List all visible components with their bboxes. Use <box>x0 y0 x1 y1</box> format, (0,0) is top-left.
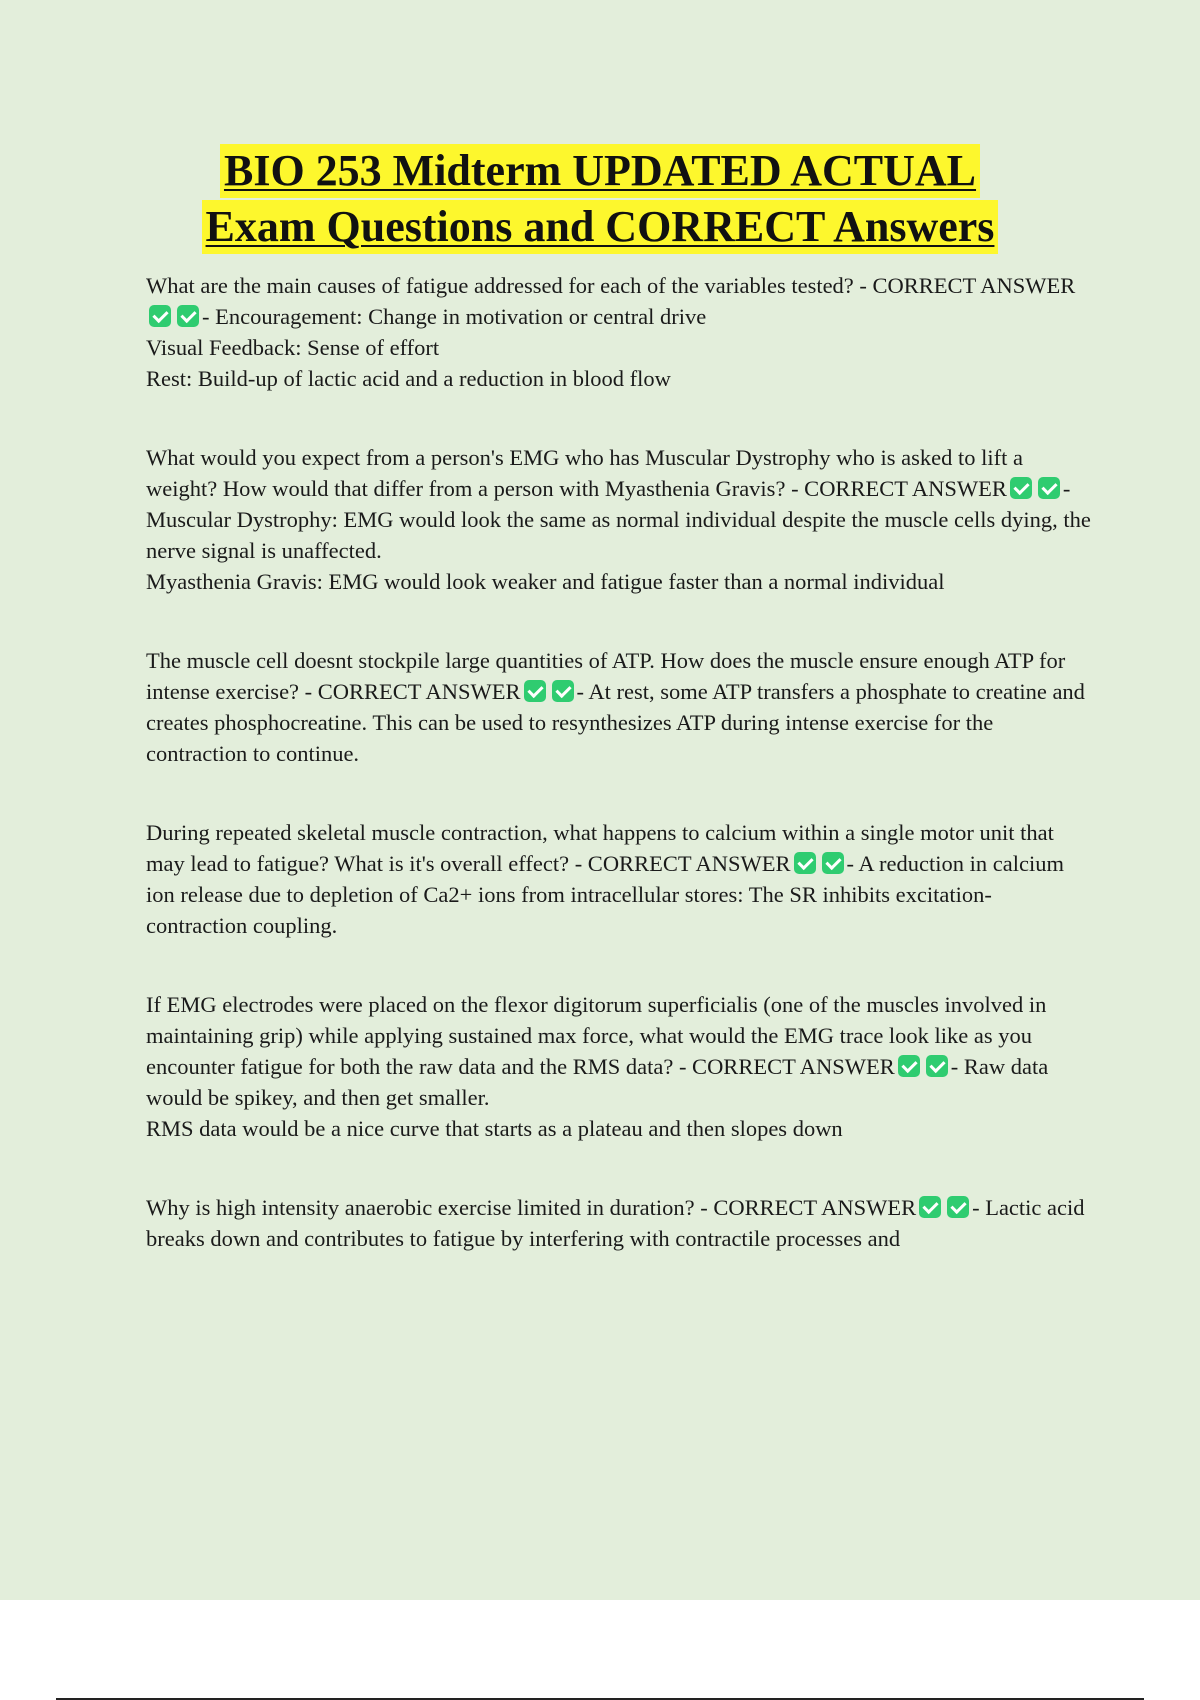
correct-answer-label: - CORRECT ANSWER <box>700 1195 917 1220</box>
answer-text: - Lactic acid breaks down and contributes to fatigue by interfering with contractile processes and <box>146 1195 1085 1251</box>
title-line-2: Exam Questions and CORRECT Answers <box>202 200 999 254</box>
correct-answer-label: - CORRECT ANSWER <box>791 476 1007 501</box>
qa-paragraph <box>146 270 1092 332</box>
check-mark-icon <box>794 852 816 874</box>
qa-item <box>146 270 1092 394</box>
answer-continuation: Visual Feedback: Sense of effort <box>146 335 440 360</box>
answer-continuation: RMS data would be a nice curve that starts as a plateau and then slopes down <box>146 1116 843 1141</box>
check-mark-icon <box>149 305 171 327</box>
answer-text: - At rest, some ATP transfers a phosphate to creatine and creates phosphocreatine. This can be used to resynthesizes ATP during intense exercise for the contraction to continue. <box>146 679 1085 766</box>
check-mark-icon <box>1038 477 1060 499</box>
question-text: What are the main causes of fatigue addressed for each of the variables tested? <box>146 273 854 298</box>
answer-text: - Muscular Dystrophy: EMG would look the same as normal individual despite the muscle cells dying, the nerve signal is unaffected. <box>146 476 1091 563</box>
answer-continuation: Myasthenia Gravis: EMG would look weaker and fatigue faster than a normal individual <box>146 569 945 594</box>
qa-item <box>146 442 1092 597</box>
qa-paragraph <box>146 645 1092 769</box>
qa-paragraph <box>146 1192 1092 1254</box>
qa-spacer <box>146 1144 1092 1192</box>
check-mark-icon <box>926 1055 948 1077</box>
qa-spacer <box>146 769 1092 817</box>
answer-text: - Raw data would be spikey, and then get smaller. <box>146 1054 1049 1110</box>
question-text: If EMG electrodes were placed on the flexor digitorum superficialis (one of the muscles involved in maintaining grip) while applying sustained max force, what would the EMG trace look like as you encounter fatigue for both the raw data and the RMS data? <box>146 992 1047 1079</box>
check-mark-icon <box>822 852 844 874</box>
question-text: Why is high intensity anaerobic exercise limited in duration? <box>146 1195 695 1220</box>
qa-spacer <box>146 597 1092 645</box>
qa-spacer <box>146 941 1092 989</box>
question-text: During repeated skeletal muscle contraction, what happens to calcium within a single motor unit that may lead to fatigue? What is it's overall effect? <box>146 820 1054 876</box>
document-title <box>0 144 1200 254</box>
check-mark-icon <box>898 1055 920 1077</box>
question-text: The muscle cell doesnt stockpile large quantities of ATP. How does the muscle ensure enough ATP for intense exercise? <box>146 648 1066 704</box>
title-line-1: BIO 253 Midterm UPDATED ACTUAL <box>220 144 980 198</box>
qa-item <box>146 1192 1092 1254</box>
check-mark-icon <box>919 1196 941 1218</box>
check-mark-icon <box>1010 477 1032 499</box>
check-mark-icon <box>947 1196 969 1218</box>
correct-answer-label: - CORRECT ANSWER <box>304 679 521 704</box>
qa-paragraph <box>146 989 1092 1113</box>
answer-text: - Encouragement: Change in motivation or central drive <box>202 304 707 329</box>
check-mark-icon <box>177 305 199 327</box>
correct-answer-label: - CORRECT ANSWER <box>574 851 791 876</box>
check-mark-icon <box>552 680 574 702</box>
qa-list <box>146 270 1092 1254</box>
qa-paragraph <box>146 817 1092 941</box>
qa-item <box>146 989 1092 1144</box>
qa-item <box>146 645 1092 769</box>
correct-answer-label: - CORRECT ANSWER <box>859 273 1076 298</box>
question-text: What would you expect from a person's EMG who has Muscular Dystrophy who is asked to lift a weight? How would that differ from a person with Myasthenia Gravis? <box>146 445 1024 501</box>
correct-answer-label: - CORRECT ANSWER <box>678 1054 895 1079</box>
qa-item <box>146 817 1092 941</box>
qa-spacer <box>146 394 1092 442</box>
check-mark-icon <box>524 680 546 702</box>
answer-continuation: Rest: Build-up of lactic acid and a reduction in blood flow <box>146 366 671 391</box>
answer-text: - A reduction in calcium ion release due to depletion of Ca2+ ions from intracellular stores: The SR inhibits excitation-contraction coupling. <box>146 851 1064 938</box>
qa-paragraph <box>146 442 1092 566</box>
